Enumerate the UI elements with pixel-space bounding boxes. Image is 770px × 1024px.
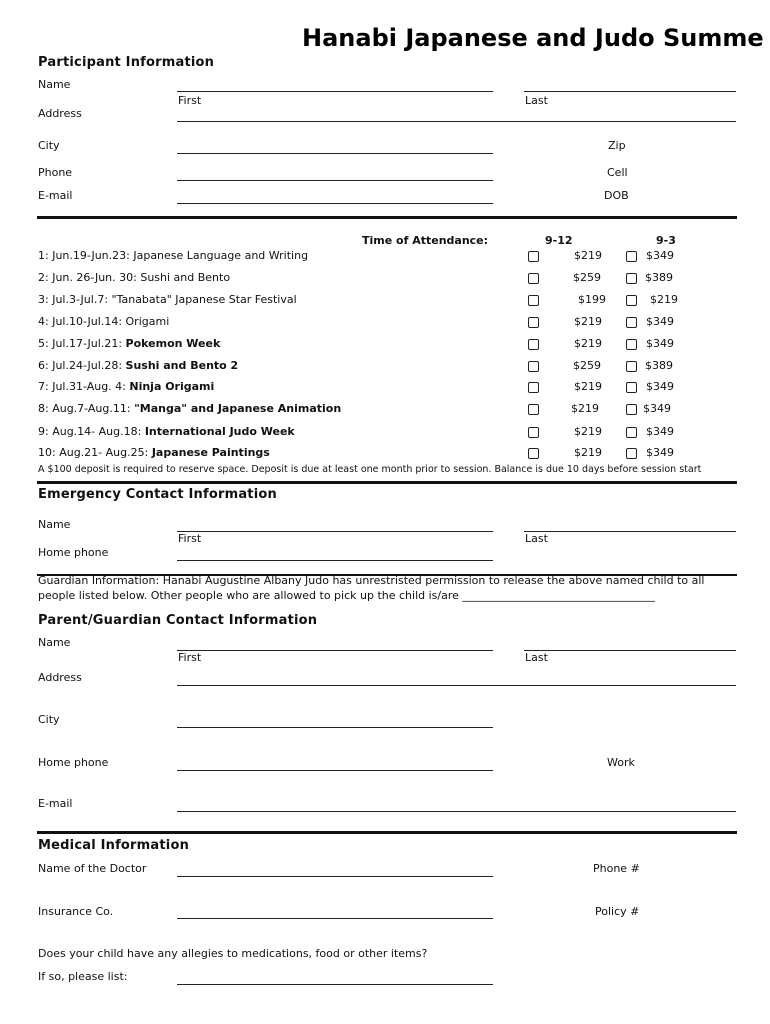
session-dates: 5: Jul.17-Jul.21: — [38, 337, 126, 350]
parent-last-name-field[interactable] — [524, 650, 736, 651]
full-day-checkbox[interactable] — [626, 448, 637, 459]
participant-first-name-field[interactable] — [177, 91, 493, 92]
session-dates: 3: Jul.3-Jul.7: "Tanabata" Japanese Star Festival — [38, 293, 297, 306]
emergency-last-label: Last — [525, 532, 548, 545]
session-label — [38, 425, 295, 438]
participant-email-field[interactable] — [177, 203, 493, 204]
parent-work-label: Work — [607, 756, 635, 769]
full-day-price: $389 — [645, 271, 673, 284]
session-dates: 6: Jul.24-Jul.28: — [38, 359, 126, 372]
half-day-price: $199 — [578, 293, 606, 306]
parent-address-label: Address — [38, 671, 82, 684]
parent-last-label: Last — [525, 651, 548, 664]
full-day-column-header: 9-3 — [656, 234, 676, 247]
parent-email-field[interactable] — [177, 811, 736, 812]
emergency-name-label: Name — [38, 518, 71, 531]
section-divider — [37, 481, 737, 484]
parent-home-phone-field[interactable] — [177, 770, 493, 771]
policy-label: Policy # — [595, 905, 640, 918]
session-name: Japanese Paintings — [151, 446, 270, 459]
session-dates: 4: Jul.10-Jul.14: Origami — [38, 315, 170, 328]
half-day-checkbox[interactable] — [528, 404, 539, 415]
session-label — [38, 359, 238, 372]
full-day-price: $349 — [646, 425, 674, 438]
participant-phone-label: Phone — [38, 166, 73, 179]
parent-city-field[interactable] — [177, 727, 493, 728]
form-title: Hanabi Japanese and Judo Summe — [302, 24, 764, 52]
participant-zip-label: Zip — [608, 139, 626, 152]
participant-city-label: City — [38, 139, 60, 152]
insurance-field[interactable] — [177, 918, 493, 919]
full-day-price: $349 — [646, 446, 674, 459]
session-name: Pokemon Week — [125, 337, 221, 350]
participant-address-field[interactable] — [177, 121, 736, 122]
participant-first-label: First — [178, 94, 202, 107]
guardian-permission-line-2: people listed below. Other people who are allowed to pick up the child is/are ___________________________________ — [38, 589, 655, 602]
participant-dob-label: DOB — [604, 189, 629, 202]
doctor-name-label: Name of the Doctor — [38, 862, 147, 875]
half-day-column-header: 9-12 — [545, 234, 573, 247]
session-name: "Manga" and Japanese Animation — [134, 402, 342, 415]
full-day-checkbox[interactable] — [626, 382, 637, 393]
participant-heading: Participant Information — [38, 55, 215, 70]
allergy-question: Does your child have any allegies to medications, food or other items? — [38, 947, 428, 960]
half-day-price: $219 — [574, 425, 602, 438]
full-day-checkbox[interactable] — [626, 295, 637, 306]
time-of-attendance-label: Time of Attendance: — [362, 234, 489, 247]
participant-address-label: Address — [38, 107, 82, 120]
participant-name-label: Name — [38, 78, 71, 91]
half-day-checkbox[interactable] — [528, 317, 539, 328]
doctor-phone-label: Phone # — [593, 862, 640, 875]
full-day-checkbox[interactable] — [626, 317, 637, 328]
half-day-price: $219 — [574, 380, 602, 393]
parent-email-label: E-mail — [38, 797, 73, 810]
participant-cell-label: Cell — [607, 166, 628, 179]
half-day-price: $259 — [573, 271, 601, 284]
full-day-checkbox[interactable] — [626, 361, 637, 372]
participant-last-label: Last — [525, 94, 548, 107]
session-dates: 7: Jul.31-Aug. 4: — [38, 380, 130, 393]
session-dates: 10: Aug.21- Aug.25: — [38, 446, 152, 459]
allergy-list-label: If so, please list: — [38, 970, 128, 983]
emergency-first-label: First — [178, 532, 202, 545]
session-dates: 1: Jun.19-Jun.23: Japanese Language and Writing — [38, 249, 309, 262]
full-day-price: $349 — [646, 249, 674, 262]
half-day-checkbox[interactable] — [528, 427, 539, 438]
half-day-price: $219 — [574, 315, 602, 328]
participant-phone-field[interactable] — [177, 180, 493, 181]
session-dates: 2: Jun. 26-Jun. 30: Sushi and Bento — [38, 271, 231, 284]
insurance-label: Insurance Co. — [38, 905, 114, 918]
session-label — [38, 402, 341, 415]
medical-heading: Medical Information — [38, 838, 190, 853]
full-day-checkbox[interactable] — [626, 427, 637, 438]
full-day-price: $219 — [650, 293, 678, 306]
parent-name-label: Name — [38, 636, 71, 649]
parent-home-phone-label: Home phone — [38, 756, 109, 769]
emergency-first-name-field[interactable] — [177, 531, 493, 532]
full-day-price: $349 — [646, 337, 674, 350]
session-label — [38, 315, 169, 328]
full-day-checkbox[interactable] — [626, 404, 637, 415]
session-name: Sushi and Bento 2 — [125, 359, 239, 372]
emergency-home-phone-label: Home phone — [38, 546, 109, 559]
session-label — [38, 446, 270, 459]
full-day-checkbox[interactable] — [626, 251, 637, 262]
half-day-price: $259 — [573, 359, 601, 372]
full-day-price: $349 — [646, 315, 674, 328]
full-day-checkbox[interactable] — [626, 273, 637, 284]
half-day-price: $219 — [574, 249, 602, 262]
full-day-price: $349 — [643, 402, 671, 415]
half-day-checkbox[interactable] — [528, 448, 539, 459]
parent-heading: Parent/Guardian Contact Information — [38, 613, 318, 628]
emergency-heading: Emergency Contact Information — [38, 487, 277, 502]
parent-first-label: First — [178, 651, 202, 664]
session-name: International Judo Week — [144, 425, 295, 438]
half-day-checkbox[interactable] — [528, 273, 539, 284]
participant-city-field[interactable] — [177, 153, 493, 154]
session-dates: 8: Aug.7-Aug.11: — [38, 402, 135, 415]
session-name: Ninja Origami — [129, 380, 215, 393]
session-label — [38, 271, 230, 284]
deposit-note: A $100 deposit is required to reserve space. Deposit is due at least one month prior to session. Balance is due 10 days before session start — [38, 464, 702, 475]
half-day-price: $219 — [574, 446, 602, 459]
session-label — [38, 337, 220, 350]
half-day-price: $219 — [571, 402, 599, 415]
full-day-price: $389 — [645, 359, 673, 372]
half-day-price: $219 — [574, 337, 602, 350]
section-divider — [37, 831, 737, 834]
session-dates: 9: Aug.14- Aug.18: — [38, 425, 145, 438]
session-label — [38, 249, 308, 262]
half-day-checkbox[interactable] — [528, 382, 539, 393]
parent-address-field[interactable] — [177, 685, 736, 686]
full-day-price: $349 — [646, 380, 674, 393]
doctor-name-field[interactable] — [177, 876, 493, 877]
half-day-checkbox[interactable] — [528, 251, 539, 262]
participant-email-label: E-mail — [38, 189, 73, 202]
emergency-last-name-field[interactable] — [524, 531, 736, 532]
allergy-list-field[interactable] — [177, 984, 493, 985]
parent-first-name-field[interactable] — [177, 650, 493, 651]
full-day-checkbox[interactable] — [626, 339, 637, 350]
session-label — [38, 293, 297, 306]
half-day-checkbox[interactable] — [528, 361, 539, 372]
emergency-home-phone-field[interactable] — [177, 560, 493, 561]
guardian-permission-line-1: Guardian Information: Hanabi Augustine Albany Judo has unrestristed permission to release the above named child to all — [38, 574, 705, 587]
half-day-checkbox[interactable] — [528, 339, 539, 350]
section-divider — [37, 216, 737, 219]
parent-city-label: City — [38, 713, 60, 726]
participant-last-name-field[interactable] — [524, 91, 736, 92]
half-day-checkbox[interactable] — [528, 295, 539, 306]
session-label — [38, 380, 214, 393]
